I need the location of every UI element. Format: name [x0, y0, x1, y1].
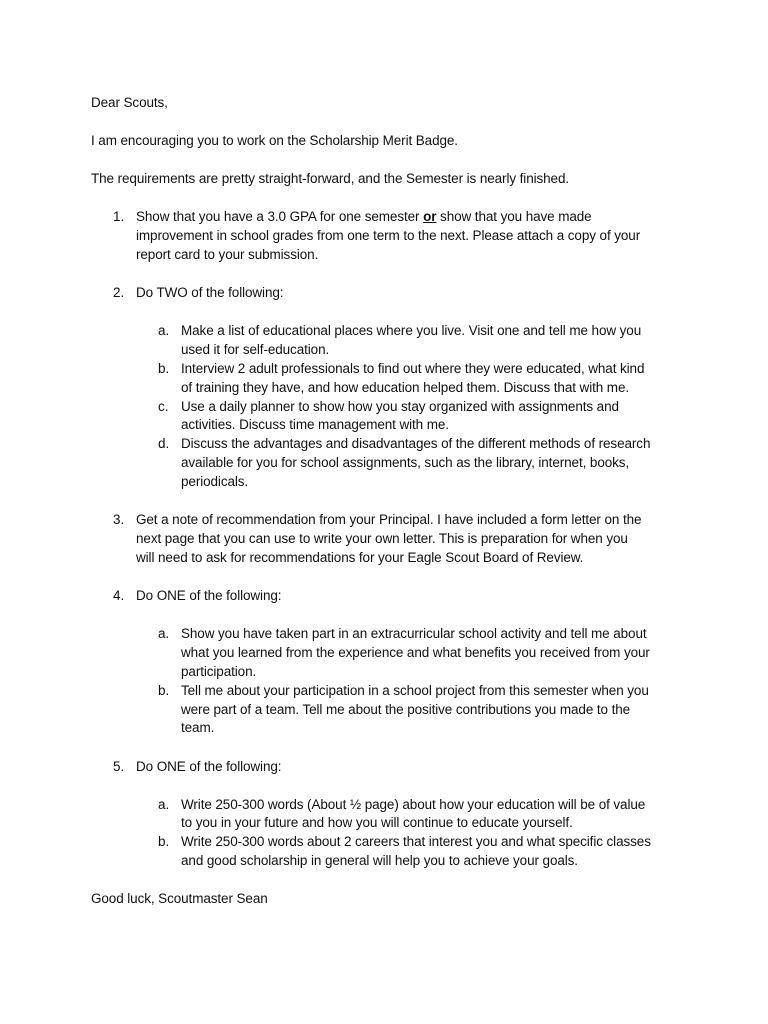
- subitem-line: periodicals.: [181, 474, 249, 489]
- item-line: improvement in school grades from one term to the next. Please attach a copy of your: [136, 228, 641, 243]
- subitem-line: Write 250-300 words about 2 careers that interest you and what specific classes: [181, 834, 651, 849]
- subitem-letter: b.: [158, 361, 170, 376]
- subitem-line: available for you for school assignments, such as the library, internet, books,: [181, 455, 630, 470]
- subitem-line: Write 250-300 words (About ½ page) about how your education will be of value: [181, 797, 646, 812]
- emphasis-or: or: [423, 209, 437, 224]
- subitem-line: team.: [181, 720, 215, 735]
- item-number: 2.: [113, 285, 125, 300]
- subitem-letter: c.: [158, 399, 169, 414]
- subitem-line: participation.: [181, 664, 257, 679]
- item-line: will need to ask for recommendations for your Eagle Scout Board of Review.: [136, 550, 584, 565]
- intro-paragraph: I am encouraging you to work on the Scholarship Merit Badge.: [91, 133, 458, 148]
- subitem-line: Show you have taken part in an extracurricular school activity and tell me about: [181, 626, 647, 641]
- item-line: Do TWO of the following:: [136, 285, 284, 300]
- item-line: Do ONE of the following:: [136, 588, 282, 603]
- subitem-line: activities. Discuss time management with me.: [181, 417, 449, 432]
- item-line: Show that you have a 3.0 GPA for one semester or show that you have made: [136, 209, 592, 224]
- subitem-letter: a.: [158, 626, 170, 641]
- subitem-line: Make a list of educational places where you live. Visit one and tell me how you: [181, 323, 642, 338]
- item-number: 1.: [113, 209, 125, 224]
- subitem-line: used it for self-education.: [181, 342, 330, 357]
- item-line: report card to your submission.: [136, 247, 319, 262]
- subitem-line: Interview 2 adult professionals to find out where they were educated, what kind: [181, 361, 645, 376]
- subitem-line: Discuss the advantages and disadvantages of the different methods of research: [181, 436, 651, 451]
- item-line: Get a note of recommendation from your Principal. I have included a form letter on the: [136, 512, 642, 527]
- subitem-line: of training they have, and how education helped them. Discuss that with me.: [181, 380, 630, 395]
- subitem-letter: b.: [158, 834, 170, 849]
- item-number: 3.: [113, 512, 125, 527]
- subitem-line: to you in your future and how you will continue to educate yourself.: [181, 815, 573, 830]
- greeting: Dear Scouts,: [91, 95, 168, 110]
- closing-signature: Good luck, Scoutmaster Sean: [91, 891, 268, 906]
- item-number: 5.: [113, 759, 125, 774]
- subitem-line: Tell me about your participation in a school project from this semester when you: [181, 683, 649, 698]
- subitem-line: were part of a team. Tell me about the positive contributions you made to the: [181, 702, 631, 717]
- subitem-letter: a.: [158, 797, 170, 812]
- subitem-line: what you learned from the experience and what benefits you received from your: [181, 645, 650, 660]
- subitem-letter: b.: [158, 683, 170, 698]
- item-number: 4.: [113, 588, 125, 603]
- subitem-line: Use a daily planner to show how you stay organized with assignments and: [181, 399, 619, 414]
- subitem-letter: a.: [158, 323, 170, 338]
- requirements-intro: The requirements are pretty straight-forward, and the Semester is nearly finished.: [91, 171, 570, 186]
- item-line: next page that you can use to write your own letter. This is preparation for when you: [136, 531, 628, 546]
- item-line: Do ONE of the following:: [136, 759, 282, 774]
- subitem-letter: d.: [158, 436, 170, 451]
- subitem-line: and good scholarship in general will help you to achieve your goals.: [181, 853, 578, 868]
